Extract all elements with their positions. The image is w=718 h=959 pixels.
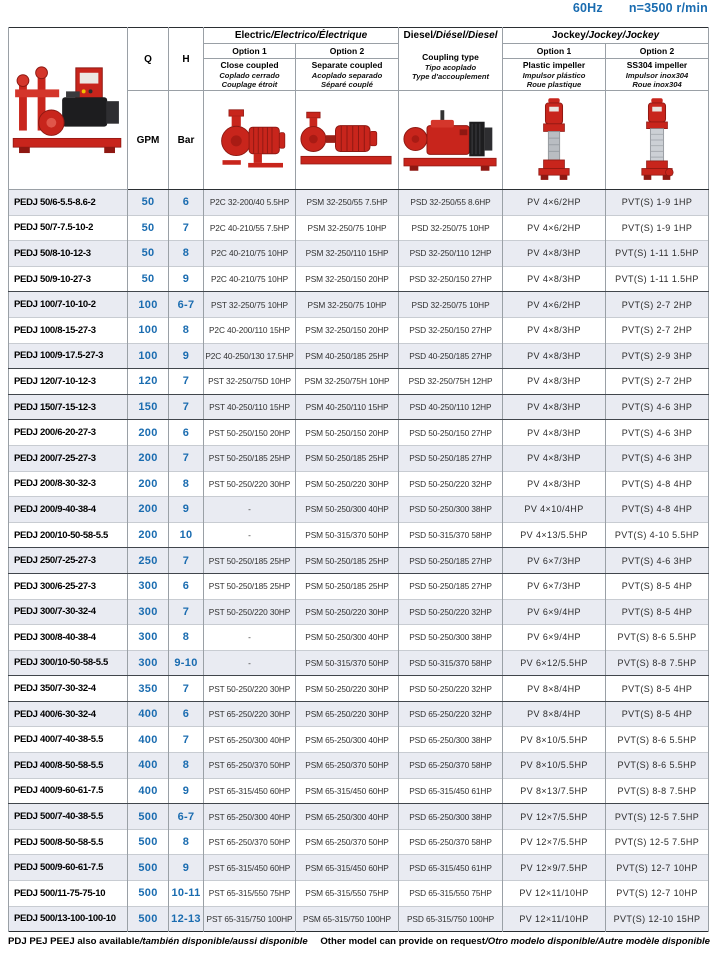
diesel-section-title: Diesel/Diésel/Diesel xyxy=(399,28,503,44)
head-bar-cell: 7 xyxy=(169,727,204,753)
jockey-option2-cell: PVT(S) 4-8 4HP xyxy=(606,471,709,497)
jockey-option1-cell: PV 12×9/7.5HP xyxy=(503,855,606,881)
electric-option2-cell: PSM 50-250/185 25HP xyxy=(296,548,399,574)
electric-option1-cell: PST 65-250/370 50HP xyxy=(204,829,296,855)
fire-pump-set-icon xyxy=(11,62,125,156)
flow-gpm-cell: 200 xyxy=(128,445,169,471)
separate-coupled-pump-icon xyxy=(299,110,395,170)
jockey-option2-cell: PVT(S) 4-6 3HP xyxy=(606,394,709,420)
electric-option2-cell: PSM 50-250/220 30HP xyxy=(296,676,399,702)
jockey-option2-cell: PVT(S) 4-6 3HP xyxy=(606,420,709,446)
flow-gpm-cell: 300 xyxy=(128,625,169,651)
diesel-pump-set-photo xyxy=(399,91,503,190)
head-bar-cell: 8 xyxy=(169,753,204,779)
jockey-option1-cell: PV 4×13/5.5HP xyxy=(503,522,606,548)
electric-option1-cell: PST 50-250/220 30HP xyxy=(204,599,296,625)
table-row xyxy=(9,855,709,881)
electric-option1-cell: PST 40-250/110 15HP xyxy=(204,394,296,420)
head-bar-cell: 10 xyxy=(169,522,204,548)
flow-gpm-cell: 250 xyxy=(128,548,169,574)
model-cell: PEDJ 100/7-10-10-2 xyxy=(9,292,128,318)
jockey-option2-cell: PVT(S) 4-8 4HP xyxy=(606,497,709,523)
flow-gpm-cell: 400 xyxy=(128,701,169,727)
electric-option1-cell: PST 65-315/450 60HP xyxy=(204,778,296,804)
model-cell: PEDJ 50/7-7.5-10-2 xyxy=(9,215,128,241)
q-column-header: Q xyxy=(128,28,169,91)
model-cell: PEDJ 100/9-17.5-27-3 xyxy=(9,343,128,369)
jockey-option1-cell: PV 8×10/5.5HP xyxy=(503,753,606,779)
jockey-option1-cell: PV 4×6/2HP xyxy=(503,215,606,241)
head-bar-cell: 6 xyxy=(169,420,204,446)
electric-option2-cell: PSM 65-315/750 100HP xyxy=(296,906,399,932)
frequency-speed-note xyxy=(573,1,708,15)
electric-option2-cell: PSM 40-250/110 15HP xyxy=(296,394,399,420)
flow-gpm-cell: 100 xyxy=(128,317,169,343)
flow-gpm-cell: 300 xyxy=(128,599,169,625)
electric-option1-cell: PST 65-315/750 100HP xyxy=(204,906,296,932)
footer-notes xyxy=(8,936,710,947)
jockey-option2-cell: PVT(S) 12-7 10HP xyxy=(606,855,709,881)
jockey-option1-cell: PV 12×7/5.5HP xyxy=(503,829,606,855)
jockey-option1-cell: PV 6×12/5.5HP xyxy=(503,650,606,676)
jockey-option1-cell: PV 4×6/2HP xyxy=(503,190,606,216)
flow-gpm-cell: 400 xyxy=(128,727,169,753)
model-cell: PEDJ 200/8-30-32-3 xyxy=(9,471,128,497)
head-bar-cell: 9 xyxy=(169,778,204,804)
table-row xyxy=(9,343,709,369)
electric-section-title: Electric/Electrico/Électrique xyxy=(204,28,399,44)
electric-option1-cell: PST 50-250/185 25HP xyxy=(204,573,296,599)
flow-gpm-cell: 200 xyxy=(128,420,169,446)
electric-option1-cell: PST 32-250/75 10HP xyxy=(204,292,296,318)
jockey-section-title: Jockey/Jockey/Jockey xyxy=(503,28,709,44)
model-cell: PEDJ 400/6-30-32-4 xyxy=(9,701,128,727)
flow-gpm-cell: 500 xyxy=(128,829,169,855)
pump-spec-table-wrap xyxy=(8,27,709,932)
diesel-pump-cell: PSD 32-250/75 10HP xyxy=(399,292,503,318)
jockey-option1-cell: PV 4×8/3HP xyxy=(503,394,606,420)
jockey-ss304-pump-photo xyxy=(606,91,709,190)
model-cell: PEDJ 500/9-60-61-7.5 xyxy=(9,855,128,881)
model-cell: PEDJ 120/7-10-12-3 xyxy=(9,369,128,395)
electric-option2-cell: PSM 50-250/220 30HP xyxy=(296,471,399,497)
head-bar-cell: 6-7 xyxy=(169,292,204,318)
diesel-description: Coupling type Tipo acoplado Type d'accouplement xyxy=(399,44,503,91)
jockey-option2-header: Option 2 xyxy=(606,44,709,59)
diesel-pump-cell: PSD 40-250/110 12HP xyxy=(399,394,503,420)
diesel-pump-cell: PSD 50-250/185 27HP xyxy=(399,573,503,599)
electric-option2-cell: PSM 50-250/150 20HP xyxy=(296,420,399,446)
table-row xyxy=(9,190,709,216)
diesel-pump-set-icon xyxy=(402,106,500,174)
diesel-pump-cell: PSD 65-250/300 38HP xyxy=(399,804,503,830)
flow-gpm-cell: 500 xyxy=(128,881,169,907)
jockey-option2-cell: PVT(S) 2-7 2HP xyxy=(606,369,709,395)
head-bar-cell: 7 xyxy=(169,215,204,241)
model-cell: PEDJ 400/7-40-38-5.5 xyxy=(9,727,128,753)
electric-option1-cell: P2C 40-210/75 10HP xyxy=(204,241,296,267)
flow-gpm-cell: 500 xyxy=(128,906,169,932)
model-cell: PEDJ 200/6-20-27-3 xyxy=(9,420,128,446)
jockey-option2-cell: PVT(S) 4-6 3HP xyxy=(606,445,709,471)
flow-gpm-cell: 300 xyxy=(128,650,169,676)
table-row xyxy=(9,394,709,420)
model-cell: PEDJ 50/9-10-27-3 xyxy=(9,266,128,292)
flow-gpm-cell: 50 xyxy=(128,241,169,267)
electric-option1-cell: PST 65-315/550 75HP xyxy=(204,881,296,907)
head-bar-cell: 8 xyxy=(169,471,204,497)
jockey-option2-cell: PVT(S) 4-10 5.5HP xyxy=(606,522,709,548)
flow-gpm-cell: 50 xyxy=(128,190,169,216)
table-row xyxy=(9,292,709,318)
head-bar-cell: 8 xyxy=(169,625,204,651)
head-bar-cell: 8 xyxy=(169,241,204,267)
table-row xyxy=(9,701,709,727)
diesel-pump-cell: PSD 65-315/550 75HP xyxy=(399,881,503,907)
flow-gpm-cell: 500 xyxy=(128,804,169,830)
jockey-option1-cell: PV 8×10/5.5HP xyxy=(503,727,606,753)
diesel-pump-cell: PSD 50-250/220 32HP xyxy=(399,676,503,702)
electric-option1-cell: PST 65-250/300 40HP xyxy=(204,804,296,830)
flow-gpm-cell: 400 xyxy=(128,753,169,779)
table-row xyxy=(9,753,709,779)
model-cell: PEDJ 50/8-10-12-3 xyxy=(9,241,128,267)
electric-option2-cell: PSM 32-250/150 20HP xyxy=(296,266,399,292)
table-row xyxy=(9,599,709,625)
diesel-pump-cell: PSD 50-250/185 27HP xyxy=(399,548,503,574)
head-bar-cell: 8 xyxy=(169,829,204,855)
diesel-pump-cell: PSD 65-250/370 58HP xyxy=(399,829,503,855)
table-row xyxy=(9,369,709,395)
jockey-option2-cell: PVT(S) 8-6 5.5HP xyxy=(606,727,709,753)
jockey-option1-description: Plastic impeller Impulsor plástico Roue plastique xyxy=(503,59,606,91)
model-cell: PEDJ 500/8-50-58-5.5 xyxy=(9,829,128,855)
jockey-option1-cell: PV 12×7/5.5HP xyxy=(503,804,606,830)
jockey-option1-cell: PV 12×11/10HP xyxy=(503,881,606,907)
jockey-option1-cell: PV 8×13/7.5HP xyxy=(503,778,606,804)
table-row xyxy=(9,676,709,702)
jockey-option1-cell: PV 4×8/3HP xyxy=(503,343,606,369)
model-cell: PEDJ 50/6-5.5-8.6-2 xyxy=(9,190,128,216)
flow-gpm-cell: 100 xyxy=(128,343,169,369)
jockey-option2-cell: PVT(S) 12-5 7.5HP xyxy=(606,829,709,855)
model-cell: PEDJ 400/9-60-61-7.5 xyxy=(9,778,128,804)
table-row xyxy=(9,445,709,471)
bar-unit-header: Bar xyxy=(169,91,204,190)
electric-option1-cell: PST 65-250/300 40HP xyxy=(204,727,296,753)
head-bar-cell: 7 xyxy=(169,599,204,625)
jockey-option1-cell: PV 4×10/4HP xyxy=(503,497,606,523)
electric-option1-cell: PST 50-250/185 25HP xyxy=(204,445,296,471)
jockey-option2-cell: PVT(S) 1-11 1.5HP xyxy=(606,241,709,267)
table-row xyxy=(9,625,709,651)
jockey-option2-cell: PVT(S) 8-8 7.5HP xyxy=(606,778,709,804)
footer-note-left: PDJ PEJ PEEJ also available/también disponible/aussi disponible xyxy=(8,936,308,947)
head-bar-cell: 9 xyxy=(169,343,204,369)
jockey-option2-cell: PVT(S) 2-9 3HP xyxy=(606,343,709,369)
jockey-option2-cell: PVT(S) 8-5 4HP xyxy=(606,573,709,599)
jockey-option1-cell: PV 8×8/4HP xyxy=(503,701,606,727)
jockey-option2-cell: PVT(S) 8-5 4HP xyxy=(606,599,709,625)
flow-gpm-cell: 50 xyxy=(128,266,169,292)
h-column-header: H xyxy=(169,28,204,91)
close-coupled-pump-icon xyxy=(210,107,290,173)
diesel-pump-cell: PSD 50-315/370 58HP xyxy=(399,650,503,676)
flow-gpm-cell: 300 xyxy=(128,573,169,599)
electric-option1-cell: PST 50-250/220 30HP xyxy=(204,676,296,702)
flow-gpm-cell: 100 xyxy=(128,292,169,318)
speed-label: n=3500 r/min xyxy=(628,1,708,15)
electric-option2-cell: PSM 32-250/75 10HP xyxy=(296,292,399,318)
electric-option2-cell: PSM 65-315/450 60HP xyxy=(296,855,399,881)
electric-option2-cell: PSM 40-250/185 25HP xyxy=(296,343,399,369)
electric-option2-header: Option 2 xyxy=(296,44,399,59)
jockey-option1-cell: PV 4×6/2HP xyxy=(503,292,606,318)
jockey-option1-cell: PV 6×7/3HP xyxy=(503,573,606,599)
model-cell: PEDJ 200/9-40-38-4 xyxy=(9,497,128,523)
electric-option1-cell: PST 65-250/220 30HP xyxy=(204,701,296,727)
electric-option1-cell: PST 65-315/450 60HP xyxy=(204,855,296,881)
model-cell: PEDJ 500/13-100-100-10 xyxy=(9,906,128,932)
jockey-option2-cell: PVT(S) 12-10 15HP xyxy=(606,906,709,932)
jockey-ss304-pump-icon xyxy=(638,95,676,185)
model-cell: PEDJ 400/8-50-58-5.5 xyxy=(9,753,128,779)
head-bar-cell: 9 xyxy=(169,497,204,523)
head-bar-cell: 7 xyxy=(169,676,204,702)
head-bar-cell: 9 xyxy=(169,266,204,292)
diesel-pump-cell: PSD 50-250/300 38HP xyxy=(399,625,503,651)
electric-option2-cell: PSM 50-250/300 40HP xyxy=(296,625,399,651)
jockey-option1-cell: PV 4×8/3HP xyxy=(503,471,606,497)
table-row xyxy=(9,420,709,446)
head-bar-cell: 6 xyxy=(169,190,204,216)
electric-option1-cell: P2C 40-210/55 7.5HP xyxy=(204,215,296,241)
electric-option2-cell: PSM 65-315/550 75HP xyxy=(296,881,399,907)
jockey-option2-cell: PVT(S) 1-9 1HP xyxy=(606,215,709,241)
model-cell: PEDJ 200/10-50-58-5.5 xyxy=(9,522,128,548)
jockey-plastic-pump-photo xyxy=(503,91,606,190)
electric-option2-cell: PSM 65-250/370 50HP xyxy=(296,829,399,855)
jockey-option2-cell: PVT(S) 12-5 7.5HP xyxy=(606,804,709,830)
diesel-pump-cell: PSD 50-315/370 58HP xyxy=(399,522,503,548)
electric-option1-cell: - xyxy=(204,625,296,651)
diesel-pump-cell: PSD 32-250/150 27HP xyxy=(399,266,503,292)
table-row xyxy=(9,241,709,267)
electric-option2-cell: PSM 50-250/220 30HP xyxy=(296,599,399,625)
model-cell: PEDJ 500/7-40-38-5.5 xyxy=(9,804,128,830)
model-cell: PEDJ 100/8-15-27-3 xyxy=(9,317,128,343)
electric-option1-description: Close coupled Coplado cerrado Couplage étroit xyxy=(204,59,296,91)
jockey-option1-cell: PV 6×9/4HP xyxy=(503,625,606,651)
flow-gpm-cell: 350 xyxy=(128,676,169,702)
electric-option1-cell: PST 50-250/150 20HP xyxy=(204,420,296,446)
head-bar-cell: 7 xyxy=(169,369,204,395)
jockey-option1-cell: PV 6×7/3HP xyxy=(503,548,606,574)
flow-gpm-cell: 50 xyxy=(128,215,169,241)
jockey-option2-cell: PVT(S) 8-6 5.5HP xyxy=(606,753,709,779)
flow-gpm-cell: 150 xyxy=(128,394,169,420)
electric-option1-cell: PST 65-250/370 50HP xyxy=(204,753,296,779)
electric-option1-cell: P2C 40-250/130 17.5HP xyxy=(204,343,296,369)
jockey-option2-cell: PVT(S) 4-6 3HP xyxy=(606,548,709,574)
jockey-option2-cell: PVT(S) 2-7 2HP xyxy=(606,317,709,343)
jockey-option2-cell: PVT(S) 8-5 4HP xyxy=(606,701,709,727)
model-cell: PEDJ 300/8-40-38-4 xyxy=(9,625,128,651)
diesel-pump-cell: PSD 65-250/370 58HP xyxy=(399,753,503,779)
spec-table-body xyxy=(9,190,709,932)
table-row xyxy=(9,881,709,907)
footer-note-right: Other model can provide on request/Otro modelo disponible/Autre modèle disponible xyxy=(320,936,710,947)
head-bar-cell: 9-10 xyxy=(169,650,204,676)
diesel-pump-cell: PSD 32-250/150 27HP xyxy=(399,317,503,343)
model-cell: PEDJ 200/7-25-27-3 xyxy=(9,445,128,471)
flow-gpm-cell: 500 xyxy=(128,855,169,881)
electric-option2-cell: PSM 50-250/185 25HP xyxy=(296,445,399,471)
fire-pump-set-photo xyxy=(9,28,127,189)
electric-option2-cell: PSM 32-250/55 7.5HP xyxy=(296,190,399,216)
electric-option2-cell: PSM 50-250/300 40HP xyxy=(296,497,399,523)
flow-gpm-cell: 400 xyxy=(128,778,169,804)
electric-option1-cell: P2C 32-200/40 5.5HP xyxy=(204,190,296,216)
jockey-option1-cell: PV 4×8/3HP xyxy=(503,445,606,471)
diesel-pump-cell: PSD 50-250/220 32HP xyxy=(399,599,503,625)
diesel-pump-cell: PSD 40-250/185 27HP xyxy=(399,343,503,369)
jockey-option1-cell: PV 4×8/3HP xyxy=(503,266,606,292)
flow-gpm-cell: 200 xyxy=(128,497,169,523)
electric-option2-cell: PSM 32-250/75 10HP xyxy=(296,215,399,241)
separate-coupled-pump-photo xyxy=(296,91,399,190)
jockey-option2-cell: PVT(S) 1-11 1.5HP xyxy=(606,266,709,292)
electric-option1-cell: PST 50-250/185 25HP xyxy=(204,548,296,574)
diesel-pump-cell: PSD 65-315/750 100HP xyxy=(399,906,503,932)
model-cell: PEDJ 300/6-25-27-3 xyxy=(9,573,128,599)
table-row xyxy=(9,215,709,241)
head-bar-cell: 12-13 xyxy=(169,906,204,932)
diesel-pump-cell: PSD 65-315/450 61HP xyxy=(399,855,503,881)
table-row xyxy=(9,906,709,932)
jockey-option1-cell: PV 4×8/3HP xyxy=(503,241,606,267)
head-bar-cell: 6 xyxy=(169,701,204,727)
jockey-option1-cell: PV 4×8/3HP xyxy=(503,317,606,343)
table-row xyxy=(9,266,709,292)
model-cell: PEDJ 500/11-75-75-10 xyxy=(9,881,128,907)
frequency-label: 60Hz xyxy=(572,1,603,15)
electric-option2-cell: PSM 65-250/300 40HP xyxy=(296,804,399,830)
close-coupled-pump-photo xyxy=(204,91,296,190)
diesel-pump-cell: PSD 50-250/300 38HP xyxy=(399,497,503,523)
diesel-pump-cell: PSD 32-250/110 12HP xyxy=(399,241,503,267)
model-cell: PEDJ 250/7-25-27-3 xyxy=(9,548,128,574)
electric-option1-cell: - xyxy=(204,650,296,676)
jockey-option1-cell: PV 6×9/4HP xyxy=(503,599,606,625)
electric-option2-cell: PSM 65-250/220 30HP xyxy=(296,701,399,727)
electric-option2-description: Separate coupled Acoplado separado Séparé couplé xyxy=(296,59,399,91)
jockey-option1-cell: PV 8×8/4HP xyxy=(503,676,606,702)
head-bar-cell: 7 xyxy=(169,394,204,420)
flow-gpm-cell: 200 xyxy=(128,522,169,548)
jockey-option2-cell: PVT(S) 12-7 10HP xyxy=(606,881,709,907)
electric-option2-cell: PSM 50-315/370 50HP xyxy=(296,522,399,548)
model-cell: PEDJ 150/7-15-12-3 xyxy=(9,394,128,420)
electric-option1-cell: P2C 40-200/110 15HP xyxy=(204,317,296,343)
electric-option2-cell: PSM 50-315/370 50HP xyxy=(296,650,399,676)
model-cell: PEDJ 300/10-50-58-5.5 xyxy=(9,650,128,676)
jockey-plastic-pump-icon xyxy=(535,95,573,185)
table-row xyxy=(9,573,709,599)
electric-option2-cell: PSM 32-250/75H 10HP xyxy=(296,369,399,395)
table-row xyxy=(9,471,709,497)
diesel-pump-cell: PSD 50-250/150 27HP xyxy=(399,420,503,446)
head-bar-cell: 9 xyxy=(169,855,204,881)
jockey-option1-header: Option 1 xyxy=(503,44,606,59)
pump-spec-table xyxy=(8,27,709,932)
jockey-option1-cell: PV 4×8/3HP xyxy=(503,420,606,446)
jockey-option2-cell: PVT(S) 2-7 2HP xyxy=(606,292,709,318)
table-row xyxy=(9,522,709,548)
jockey-option1-cell: PV 12×11/10HP xyxy=(503,906,606,932)
table-row xyxy=(9,778,709,804)
electric-option2-cell: PSM 65-250/370 50HP xyxy=(296,753,399,779)
jockey-option1-cell: PV 4×8/3HP xyxy=(503,369,606,395)
jockey-option2-cell: PVT(S) 8-6 5.5HP xyxy=(606,625,709,651)
electric-option2-cell: PSM 32-250/110 15HP xyxy=(296,241,399,267)
table-row xyxy=(9,497,709,523)
diesel-pump-cell: PSD 65-250/300 38HP xyxy=(399,727,503,753)
electric-option2-cell: PSM 65-250/300 40HP xyxy=(296,727,399,753)
electric-option2-cell: PSM 65-315/450 60HP xyxy=(296,778,399,804)
gpm-unit-header: GPM xyxy=(128,91,169,190)
electric-option1-header: Option 1 xyxy=(204,44,296,59)
table-row xyxy=(9,317,709,343)
table-row xyxy=(9,727,709,753)
table-row xyxy=(9,548,709,574)
electric-option2-cell: PSM 50-250/185 25HP xyxy=(296,573,399,599)
flow-gpm-cell: 120 xyxy=(128,369,169,395)
diesel-pump-cell: PSD 32-250/75 10HP xyxy=(399,215,503,241)
diesel-pump-cell: PSD 65-315/450 61HP xyxy=(399,778,503,804)
electric-option1-cell: PST 32-250/75D 10HP xyxy=(204,369,296,395)
flow-gpm-cell: 200 xyxy=(128,471,169,497)
diesel-pump-cell: PSD 32-250/55 8.6HP xyxy=(399,190,503,216)
head-bar-cell: 10-11 xyxy=(169,881,204,907)
jockey-option2-description: SS304 impeller Impulsor inox304 Roue inox304 xyxy=(606,59,709,91)
electric-option2-cell: PSM 32-250/150 20HP xyxy=(296,317,399,343)
head-bar-cell: 6 xyxy=(169,573,204,599)
head-bar-cell: 6-7 xyxy=(169,804,204,830)
table-row xyxy=(9,829,709,855)
head-bar-cell: 8 xyxy=(169,317,204,343)
electric-option1-cell: - xyxy=(204,522,296,548)
table-row xyxy=(9,650,709,676)
jockey-option2-cell: PVT(S) 1-9 1HP xyxy=(606,190,709,216)
diesel-pump-cell: PSD 50-250/185 27HP xyxy=(399,445,503,471)
jockey-option2-cell: PVT(S) 8-5 4HP xyxy=(606,676,709,702)
electric-option1-cell: PST 50-250/220 30HP xyxy=(204,471,296,497)
model-cell: PEDJ 300/7-30-32-4 xyxy=(9,599,128,625)
model-image-cell xyxy=(9,28,128,190)
model-cell: PEDJ 350/7-30-32-4 xyxy=(9,676,128,702)
diesel-pump-cell: PSD 65-250/220 32HP xyxy=(399,701,503,727)
head-bar-cell: 7 xyxy=(169,548,204,574)
electric-option1-cell: P2C 40-210/75 10HP xyxy=(204,266,296,292)
diesel-pump-cell: PSD 50-250/220 32HP xyxy=(399,471,503,497)
jockey-option2-cell: PVT(S) 8-8 7.5HP xyxy=(606,650,709,676)
head-bar-cell: 7 xyxy=(169,445,204,471)
electric-option1-cell: - xyxy=(204,497,296,523)
table-row xyxy=(9,804,709,830)
diesel-pump-cell: PSD 32-250/75H 12HP xyxy=(399,369,503,395)
